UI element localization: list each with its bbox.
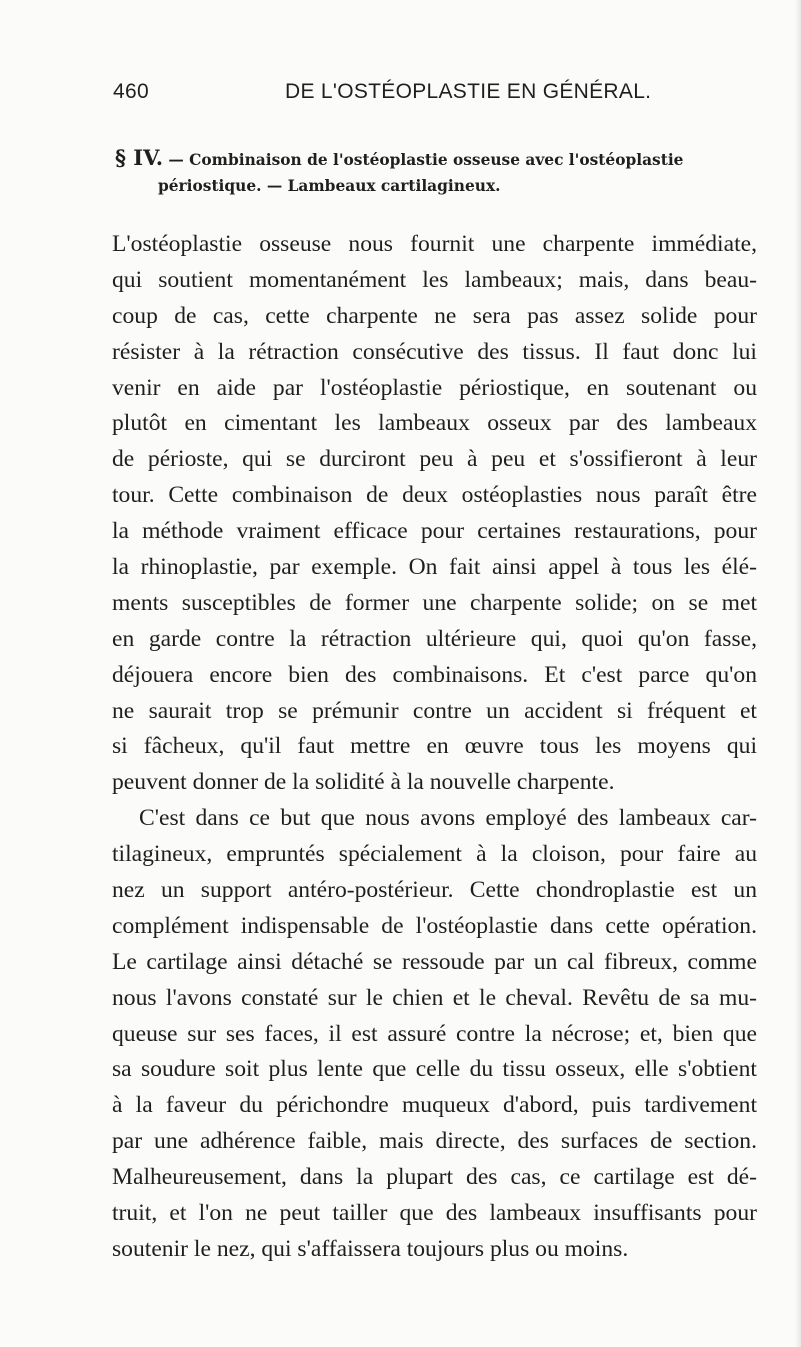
paragraph-2-line: soutenir le nez, qui s'affaissera toujours plus ou moins.: [112, 1235, 629, 1262]
paragraph-1-line: plutôt en cimentant les lambeaux osseux par des lambeaux: [112, 410, 757, 437]
section-heading-line-1: — Combinaison de l'ostéoplastie osseuse avec l'ostéoplastie: [168, 151, 684, 169]
paragraph-2-line: nez un support antéro-postérieur. Cette chondroplastie est un: [112, 877, 757, 904]
section-heading-line-2: périostique. — Lambeaux cartilagineux.: [158, 177, 501, 195]
paragraph-1-line: ments susceptibles de former une charpente solide; on se met: [112, 589, 757, 616]
paragraph-1-line: la méthode vraiment efficace pour certaines restaurations, pour: [112, 518, 757, 545]
paragraph-2-line: Malheureusement, dans la plupart des cas, ce cartilage est dé-: [112, 1164, 757, 1191]
page-edge-shadow: [795, 0, 801, 1347]
paragraph-2-line: complément indispensable de l'ostéoplastie dans cette opération.: [112, 912, 757, 939]
paragraph-2-line: à la faveur du périchondre muqueux d'abord, puis tardivement: [112, 1092, 757, 1119]
paragraph-2-line: sa soudure soit plus lente que celle du tissu osseux, elle s'obtient: [112, 1056, 757, 1083]
paragraph-2-line: queuse sur ses faces, il est assuré contre la nécrose; et, bien que: [112, 1020, 757, 1047]
body-text: [112, 227, 757, 1268]
running-title: DE L'OSTÉOPLASTIE EN GÉNÉRAL.: [285, 80, 652, 103]
paragraph-1-line: de périoste, qui se durciront peu à peu et s'ossifieront à leur: [112, 446, 757, 473]
paragraph-1-line: venir en aide par l'ostéoplastie périostique, en soutenant ou: [112, 374, 757, 401]
page-number: 460: [113, 80, 149, 103]
paragraph-1-line: la rhinoplastie, par exemple. On fait ainsi appel à tous les élé-: [112, 554, 757, 581]
paragraph-1-line: déjouera encore bien des combinaisons. Et c'est parce qu'on: [112, 661, 757, 688]
paragraph-1-line: résister à la rétraction consécutive des tissus. Il faut donc lui: [112, 338, 757, 365]
paragraph-2-line: tilagineux, empruntés spécialement à la cloison, pour faire au: [112, 841, 757, 868]
paragraph-2-line: nous l'avons constaté sur le chien et le cheval. Revêtu de sa mu-: [112, 984, 757, 1011]
paragraph-1-line: peuvent donner de la solidité à la nouvelle charpente.: [112, 769, 615, 796]
paragraph-1-line: en garde contre la rétraction ultérieure qui, quoi qu'on fasse,: [112, 625, 757, 652]
paragraph-1-line: ne saurait trop se prémunir contre un accident si fréquent et: [112, 697, 757, 724]
section-heading: [115, 145, 755, 199]
paragraph-2-line: Le cartilage ainsi détaché se ressoude par un cal fibreux, comme: [112, 948, 757, 975]
paragraph-1-line: L'ostéoplastie osseuse nous fournit une charpente immédiate,: [112, 231, 757, 257]
section-mark: § IV.: [115, 145, 164, 170]
paragraph-2-line: par une adhérence faible, mais directe, des surfaces de section.: [112, 1128, 757, 1155]
paragraph-1-line: qui soutient momentanément les lambeaux; mais, dans beau-: [112, 266, 757, 293]
paragraph-2-line: truit, et l'on ne peut tailler que des lambeaux insuffisants pour: [112, 1200, 757, 1227]
paragraph-1-line: si fâcheux, qu'il faut mettre en œuvre tous les moyens qui: [112, 733, 757, 760]
paragraph-2-line: C'est dans ce but que nous avons employé des lambeaux car-: [139, 805, 757, 832]
running-head: [113, 80, 753, 110]
paragraph-1-line: tour. Cette combinaison de deux ostéoplasties nous paraît être: [112, 482, 757, 509]
paragraph-1-line: coup de cas, cette charpente ne sera pas assez solide pour: [112, 302, 757, 329]
